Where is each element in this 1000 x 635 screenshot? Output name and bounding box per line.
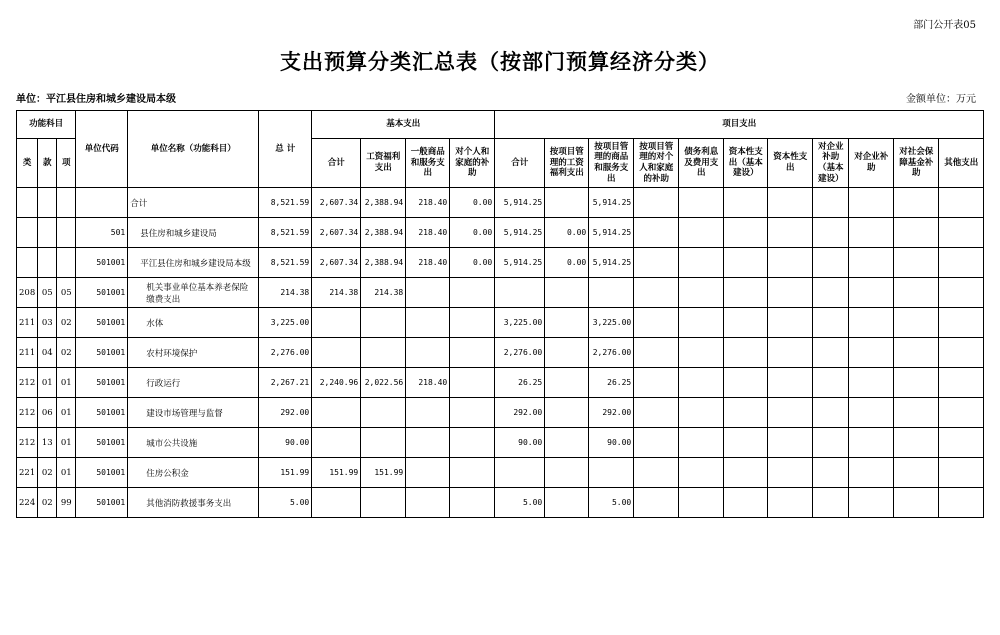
cell-empty [768, 368, 813, 398]
table-row [17, 398, 984, 428]
cell-empty [679, 308, 724, 338]
cell-empty [849, 398, 894, 428]
cell-b-goods [406, 398, 450, 428]
cell-p-goods: 2,276.00 [589, 338, 634, 368]
cell-empty [724, 308, 768, 338]
cell-code: 501001 [76, 248, 128, 278]
cell-lei: 221 [17, 458, 38, 488]
cell-empty [894, 488, 939, 518]
header-basic-salary: 工资福利支出 [361, 139, 406, 188]
cell-xiang [57, 248, 76, 278]
header-basic-total: 合计 [312, 139, 361, 188]
header-project-salary: 按项目管理的工资福利支出 [545, 139, 589, 188]
header-basic-goods: 一般商品和服务支出 [406, 139, 450, 188]
cell-p-goods: 90.00 [589, 428, 634, 458]
cell-p-total: 2,276.00 [495, 338, 545, 368]
cell-b-total [312, 488, 361, 518]
cell-name: 其他消防救援事务支出 [128, 488, 259, 518]
cell-empty [634, 368, 679, 398]
cell-empty [849, 218, 894, 248]
cell-b-goods [406, 428, 450, 458]
cell-empty [939, 368, 984, 398]
cell-xiang: 05 [57, 278, 76, 308]
cell-empty [634, 248, 679, 278]
cell-b-salary [361, 338, 406, 368]
cell-empty [724, 218, 768, 248]
cell-b-personal [450, 488, 495, 518]
cell-code: 501001 [76, 458, 128, 488]
cell-xiang [57, 218, 76, 248]
cell-empty [849, 308, 894, 338]
cell-b-goods [406, 338, 450, 368]
cell-total: 90.00 [259, 428, 312, 458]
cell-b-total: 214.38 [312, 278, 361, 308]
cell-empty [894, 428, 939, 458]
cell-name: 水体 [128, 308, 259, 338]
cell-b-personal [450, 278, 495, 308]
cell-empty [724, 338, 768, 368]
cell-xiang: 02 [57, 308, 76, 338]
cell-empty [849, 428, 894, 458]
cell-empty [849, 248, 894, 278]
cell-lei: 211 [17, 308, 38, 338]
cell-empty [724, 278, 768, 308]
header-kuan: 款 [38, 139, 57, 188]
cell-b-goods: 218.40 [406, 368, 450, 398]
cell-b-goods [406, 278, 450, 308]
cell-code: 501001 [76, 398, 128, 428]
table-row [17, 428, 984, 458]
cell-empty [679, 188, 724, 218]
cell-b-salary [361, 488, 406, 518]
cell-b-personal: 0.00 [450, 248, 495, 278]
cell-kuan: 05 [38, 278, 57, 308]
cell-p-total [495, 458, 545, 488]
cell-p-total: 292.00 [495, 398, 545, 428]
cell-empty [939, 488, 984, 518]
cell-kuan [38, 188, 57, 218]
header-basic-group: 基本支出 [312, 111, 495, 139]
cell-empty [894, 218, 939, 248]
cell-kuan [38, 218, 57, 248]
cell-empty [894, 368, 939, 398]
cell-empty [813, 308, 849, 338]
cell-name: 机关事业单位基本养老保险缴费支出 [128, 278, 259, 308]
cell-empty [724, 368, 768, 398]
cell-name: 住房公积金 [128, 458, 259, 488]
currency-label: 金额单位：万元 [906, 94, 976, 105]
cell-b-goods: 218.40 [406, 248, 450, 278]
cell-p-goods: 5,914.25 [589, 188, 634, 218]
cell-b-personal: 0.00 [450, 218, 495, 248]
cell-p-total: 5,914.25 [495, 218, 545, 248]
cell-p-salary [545, 368, 589, 398]
cell-total: 8,521.59 [259, 248, 312, 278]
cell-empty [679, 488, 724, 518]
cell-b-salary: 214.38 [361, 278, 406, 308]
cell-empty [813, 338, 849, 368]
cell-b-total [312, 338, 361, 368]
table-row [17, 278, 984, 308]
cell-empty [679, 368, 724, 398]
cell-kuan: 01 [38, 368, 57, 398]
cell-total: 8,521.59 [259, 188, 312, 218]
table-row [17, 188, 984, 218]
cell-empty [849, 338, 894, 368]
cell-p-salary [545, 488, 589, 518]
cell-p-total: 90.00 [495, 428, 545, 458]
cell-kuan: 06 [38, 398, 57, 428]
cell-b-personal [450, 458, 495, 488]
cell-empty [724, 398, 768, 428]
cell-b-salary [361, 308, 406, 338]
cell-p-goods: 5,914.25 [589, 248, 634, 278]
cell-kuan: 02 [38, 488, 57, 518]
unit-label: 单位：平江县住房和城乡建设局本级 [16, 94, 176, 105]
cell-lei [17, 188, 38, 218]
cell-b-personal [450, 398, 495, 428]
cell-code: 501001 [76, 428, 128, 458]
cell-empty [679, 338, 724, 368]
cell-b-salary [361, 428, 406, 458]
cell-empty [849, 368, 894, 398]
cell-empty [813, 278, 849, 308]
cell-empty [894, 248, 939, 278]
cell-p-salary [545, 308, 589, 338]
cell-lei: 212 [17, 428, 38, 458]
table-row [17, 368, 984, 398]
cell-total: 292.00 [259, 398, 312, 428]
cell-p-salary [545, 428, 589, 458]
header-project-goods: 按项目管理的商品和服务支出 [589, 139, 634, 188]
cell-total: 2,276.00 [259, 338, 312, 368]
cell-empty [679, 458, 724, 488]
cell-empty [939, 428, 984, 458]
cell-empty [849, 458, 894, 488]
budget-table [16, 110, 984, 518]
cell-empty [634, 488, 679, 518]
cell-lei [17, 218, 38, 248]
cell-code: 501001 [76, 488, 128, 518]
cell-b-salary [361, 398, 406, 428]
cell-xiang [57, 188, 76, 218]
cell-p-salary: 0.00 [545, 248, 589, 278]
cell-b-salary: 2,022.56 [361, 368, 406, 398]
cell-p-salary [545, 458, 589, 488]
cell-p-total: 3,225.00 [495, 308, 545, 338]
header-project-total: 合计 [495, 139, 545, 188]
cell-empty [634, 278, 679, 308]
header-project-enterprise-basic: 对企业补助（基本建设） [813, 139, 849, 188]
cell-empty [634, 338, 679, 368]
cell-empty [724, 458, 768, 488]
cell-kuan: 13 [38, 428, 57, 458]
cell-empty [634, 308, 679, 338]
cell-empty [894, 188, 939, 218]
cell-empty [768, 188, 813, 218]
header-total: 总 计 [259, 111, 312, 188]
header-unit-name: 单位名称（功能科目） [128, 111, 259, 188]
cell-b-total: 2,240.96 [312, 368, 361, 398]
cell-empty [894, 308, 939, 338]
cell-empty [724, 428, 768, 458]
cell-p-salary [545, 278, 589, 308]
cell-empty [849, 278, 894, 308]
cell-p-goods: 5,914.25 [589, 218, 634, 248]
cell-empty [939, 248, 984, 278]
header-unit-code: 单位代码 [76, 111, 128, 188]
cell-empty [634, 188, 679, 218]
cell-empty [813, 248, 849, 278]
cell-kuan: 03 [38, 308, 57, 338]
cell-empty [634, 398, 679, 428]
header-project-debt: 债务利息及费用支出 [679, 139, 724, 188]
cell-kuan: 02 [38, 458, 57, 488]
cell-empty [768, 248, 813, 278]
document-id: 部门公开表05 [913, 20, 976, 31]
cell-name: 合计 [128, 188, 259, 218]
cell-empty [813, 368, 849, 398]
cell-empty [813, 188, 849, 218]
cell-empty [939, 398, 984, 428]
cell-empty [634, 458, 679, 488]
table-row [17, 488, 984, 518]
header-project-capital-basic: 资本性支出（基本建设） [724, 139, 768, 188]
cell-p-salary [545, 188, 589, 218]
cell-b-total: 151.99 [312, 458, 361, 488]
cell-b-salary: 151.99 [361, 458, 406, 488]
cell-empty [724, 248, 768, 278]
cell-p-goods [589, 458, 634, 488]
cell-name: 平江县住房和城乡建设局本级 [128, 248, 259, 278]
cell-empty [939, 278, 984, 308]
cell-total: 3,225.00 [259, 308, 312, 338]
cell-total: 8,521.59 [259, 218, 312, 248]
cell-empty [894, 398, 939, 428]
cell-empty [849, 188, 894, 218]
cell-p-goods: 292.00 [589, 398, 634, 428]
header-project-social: 对社会保障基金补助 [894, 139, 939, 188]
header-project-personal: 按项目管理的对个人和家庭的补助 [634, 139, 679, 188]
cell-p-salary [545, 338, 589, 368]
cell-b-total [312, 398, 361, 428]
cell-b-goods [406, 458, 450, 488]
cell-empty [813, 458, 849, 488]
cell-xiang: 99 [57, 488, 76, 518]
cell-lei: 211 [17, 338, 38, 368]
cell-p-goods [589, 278, 634, 308]
cell-p-goods: 5.00 [589, 488, 634, 518]
cell-empty [939, 458, 984, 488]
cell-xiang: 01 [57, 398, 76, 428]
cell-lei: 208 [17, 278, 38, 308]
cell-b-goods: 218.40 [406, 218, 450, 248]
cell-b-salary: 2,388.94 [361, 188, 406, 218]
cell-lei: 212 [17, 368, 38, 398]
header-func-group: 功能科目 [17, 111, 76, 139]
cell-empty [813, 398, 849, 428]
cell-name: 行政运行 [128, 368, 259, 398]
cell-total: 151.99 [259, 458, 312, 488]
cell-empty [768, 218, 813, 248]
cell-empty [813, 218, 849, 248]
cell-p-goods: 26.25 [589, 368, 634, 398]
cell-empty [634, 428, 679, 458]
cell-b-personal: 0.00 [450, 188, 495, 218]
cell-empty [813, 488, 849, 518]
cell-p-salary: 0.00 [545, 218, 589, 248]
cell-empty [724, 488, 768, 518]
table-row [17, 308, 984, 338]
cell-empty [679, 218, 724, 248]
cell-b-total: 2,607.34 [312, 218, 361, 248]
cell-empty [679, 248, 724, 278]
cell-xiang: 01 [57, 368, 76, 398]
cell-empty [768, 428, 813, 458]
cell-p-total: 5,914.25 [495, 248, 545, 278]
cell-empty [894, 338, 939, 368]
table-row [17, 248, 984, 278]
cell-b-salary: 2,388.94 [361, 248, 406, 278]
cell-b-total: 2,607.34 [312, 188, 361, 218]
cell-b-personal [450, 308, 495, 338]
cell-b-goods [406, 488, 450, 518]
header-project-group: 项目支出 [495, 111, 984, 139]
cell-xiang: 02 [57, 338, 76, 368]
cell-empty [724, 188, 768, 218]
cell-name: 建设市场管理与监督 [128, 398, 259, 428]
cell-empty [634, 218, 679, 248]
cell-b-personal [450, 428, 495, 458]
cell-b-salary: 2,388.94 [361, 218, 406, 248]
cell-lei: 212 [17, 398, 38, 428]
cell-name: 农村环境保护 [128, 338, 259, 368]
cell-empty [768, 308, 813, 338]
cell-code: 501 [76, 218, 128, 248]
cell-empty [939, 308, 984, 338]
cell-b-goods: 218.40 [406, 188, 450, 218]
cell-b-total [312, 308, 361, 338]
table-row [17, 458, 984, 488]
cell-b-personal [450, 368, 495, 398]
cell-empty [768, 278, 813, 308]
header-lei: 类 [17, 139, 38, 188]
cell-b-goods [406, 308, 450, 338]
cell-empty [939, 188, 984, 218]
cell-b-personal [450, 338, 495, 368]
cell-lei: 224 [17, 488, 38, 518]
cell-lei [17, 248, 38, 278]
cell-p-total [495, 278, 545, 308]
cell-p-total: 5,914.25 [495, 188, 545, 218]
cell-b-total: 2,607.34 [312, 248, 361, 278]
cell-xiang: 01 [57, 458, 76, 488]
cell-kuan: 04 [38, 338, 57, 368]
header-project-enterprise: 对企业补助 [849, 139, 894, 188]
cell-code [76, 188, 128, 218]
cell-empty [768, 398, 813, 428]
cell-empty [768, 338, 813, 368]
cell-code: 501001 [76, 338, 128, 368]
cell-code: 501001 [76, 368, 128, 398]
cell-total: 214.38 [259, 278, 312, 308]
cell-b-total [312, 428, 361, 458]
header-project-capital: 资本性支出 [768, 139, 813, 188]
cell-code: 501001 [76, 278, 128, 308]
cell-total: 5.00 [259, 488, 312, 518]
cell-name: 城市公共设施 [128, 428, 259, 458]
cell-xiang: 01 [57, 428, 76, 458]
cell-empty [768, 488, 813, 518]
cell-empty [679, 278, 724, 308]
header-project-other: 其他支出 [939, 139, 984, 188]
cell-code: 501001 [76, 308, 128, 338]
cell-name: 县住房和城乡建设局 [128, 218, 259, 248]
cell-p-total: 5.00 [495, 488, 545, 518]
cell-total: 2,267.21 [259, 368, 312, 398]
table-row [17, 218, 984, 248]
cell-empty [813, 428, 849, 458]
cell-empty [849, 488, 894, 518]
cell-empty [894, 278, 939, 308]
header-basic-personal: 对个人和家庭的补助 [450, 139, 495, 188]
cell-empty [679, 398, 724, 428]
cell-empty [939, 338, 984, 368]
cell-p-salary [545, 398, 589, 428]
header-xiang: 项 [57, 139, 76, 188]
cell-empty [939, 218, 984, 248]
page-title: 支出预算分类汇总表（按部门预算经济分类） [280, 49, 720, 74]
cell-empty [894, 458, 939, 488]
table-body [17, 188, 984, 518]
table-row [17, 338, 984, 368]
cell-kuan [38, 248, 57, 278]
cell-p-total: 26.25 [495, 368, 545, 398]
cell-p-goods: 3,225.00 [589, 308, 634, 338]
cell-empty [679, 428, 724, 458]
cell-empty [768, 458, 813, 488]
